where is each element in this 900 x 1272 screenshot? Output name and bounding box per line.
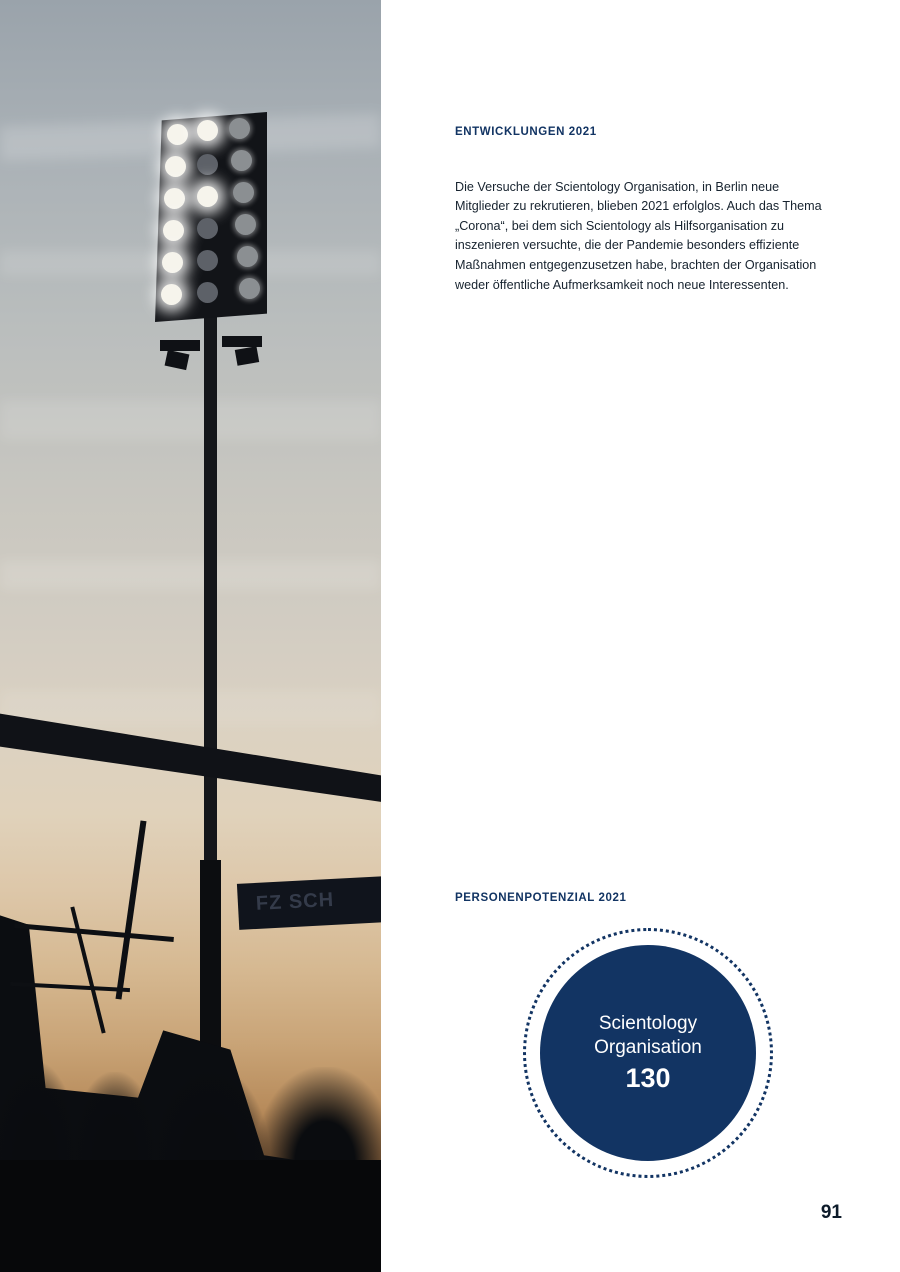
- lamp-icon: [164, 188, 185, 209]
- lamp-bracket: [160, 340, 200, 351]
- lamp-icon: [197, 282, 218, 303]
- lamp-icon: [197, 218, 218, 239]
- support-beam: [14, 923, 174, 942]
- badge-circle: [540, 945, 756, 1161]
- section-heading-person-potential: PERSONENPOTENZIAL 2021: [455, 892, 627, 904]
- page-content: [455, 0, 855, 1272]
- lamp-icon: [235, 214, 256, 235]
- person-potential-badge: [523, 928, 773, 1178]
- badge-label-line1: Scientology: [598, 1013, 698, 1034]
- scoreboard: [237, 876, 381, 930]
- badge-value: 130: [625, 1063, 671, 1093]
- lamp-icon: [233, 182, 254, 203]
- scoreboard-text: FZ SCH: [255, 888, 335, 915]
- cloud-band: [0, 400, 381, 440]
- support-pole: [70, 906, 105, 1033]
- section-heading-developments: ENTWICKLUNGEN 2021: [455, 126, 597, 138]
- support-pole: [116, 820, 147, 999]
- floodlight-lamp-array: [155, 112, 267, 322]
- cloud-band: [0, 690, 381, 726]
- lamp-icon: [231, 150, 252, 171]
- page-photo: [0, 0, 381, 1272]
- lamp-icon: [167, 124, 188, 145]
- lamp-icon: [197, 154, 218, 175]
- cloud-band: [0, 560, 381, 590]
- foreground-ground: [0, 1160, 381, 1272]
- lamp-bracket: [235, 346, 259, 366]
- lamp-icon: [197, 186, 218, 207]
- lamp-icon: [165, 156, 186, 177]
- page-number: 91: [820, 1202, 842, 1223]
- lamp-bracket: [165, 350, 190, 370]
- lamp-icon: [239, 278, 260, 299]
- lamp-icon: [197, 120, 218, 141]
- lamp-icon: [229, 118, 250, 139]
- lamp-icon: [237, 246, 258, 267]
- lamp-icon: [197, 250, 218, 271]
- badge-label-line2: Organisation: [594, 1037, 702, 1058]
- lamp-icon: [163, 220, 184, 241]
- lamp-icon: [161, 284, 182, 305]
- section-body-developments: Die Versuche der Scientology Organisation, in Berlin neue Mitglieder zu rekrutieren, blieben 2021 erfolglos. Auch das Thema „Corona“, bei dem sich Scientology als Hilfsorganisation zu inszenieren versuchte, die der Pandemie besonders effiziente Maßnahmen entgegenzusetzen habe, brachten der Organisation weder öffentliche Aufmerksamkeit noch neue Interessenten.: [455, 179, 822, 292]
- lamp-icon: [162, 252, 183, 273]
